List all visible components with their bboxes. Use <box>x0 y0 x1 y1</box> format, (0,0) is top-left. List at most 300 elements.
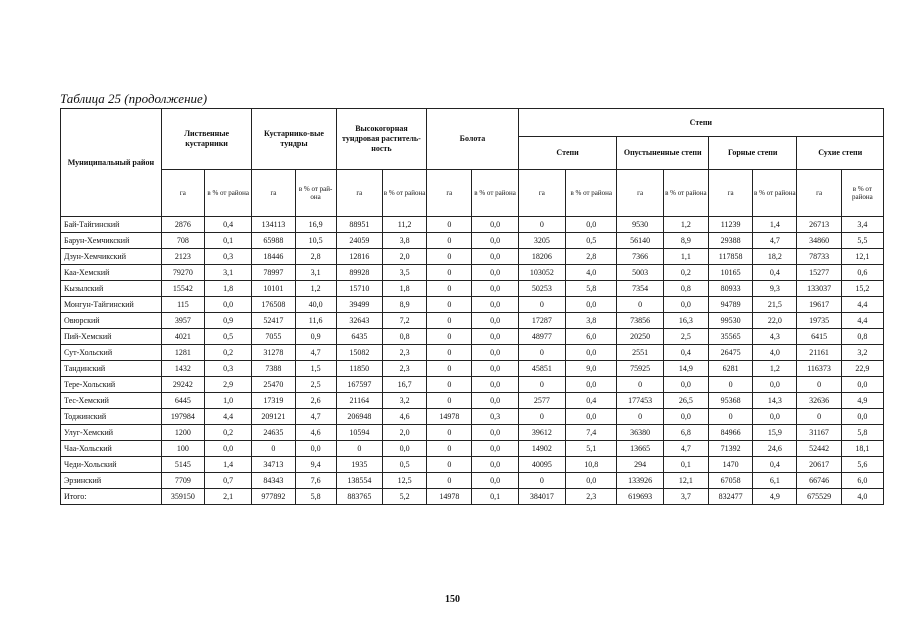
district-name: Овюрский <box>61 313 162 329</box>
percent-cell: 26,5 <box>663 393 708 409</box>
percent-cell: 24,6 <box>753 441 797 457</box>
area-ha-cell: 0 <box>708 377 752 393</box>
area-ha-cell: 0 <box>518 409 565 425</box>
percent-cell: 0,0 <box>753 409 797 425</box>
percent-cell: 12,1 <box>841 249 883 265</box>
percent-cell: 0,0 <box>663 297 708 313</box>
percent-cell: 0,1 <box>472 489 518 505</box>
area-ha-cell: 71392 <box>708 441 752 457</box>
area-ha-cell: 7055 <box>252 329 295 345</box>
district-name: Пий-Хемский <box>61 329 162 345</box>
percent-cell: 8,9 <box>663 233 708 249</box>
area-ha-cell: 0 <box>617 409 663 425</box>
percent-cell: 2,0 <box>382 249 426 265</box>
area-ha-cell: 89928 <box>336 265 382 281</box>
area-ha-cell: 2577 <box>518 393 565 409</box>
area-ha-cell: 209121 <box>252 409 295 425</box>
area-ha-cell: 3957 <box>161 313 204 329</box>
area-ha-cell: 17287 <box>518 313 565 329</box>
percent-cell: 1,1 <box>663 249 708 265</box>
table-row <box>61 377 884 393</box>
area-ha-cell: 133926 <box>617 473 663 489</box>
table-row <box>61 249 884 265</box>
unit-pct: в % от рай-она <box>295 170 336 217</box>
area-ha-cell: 94789 <box>708 297 752 313</box>
area-ha-cell: 10101 <box>252 281 295 297</box>
table-caption: Таблица 25 (продолжение) <box>60 91 208 106</box>
area-ha-cell: 99530 <box>708 313 752 329</box>
area-ha-cell: 977892 <box>252 489 295 505</box>
percent-cell: 1,2 <box>753 361 797 377</box>
area-ha-cell: 294 <box>617 457 663 473</box>
area-ha-cell: 84966 <box>708 425 752 441</box>
area-ha-cell: 0 <box>797 409 841 425</box>
table-row <box>61 409 884 425</box>
area-ha-cell: 832477 <box>708 489 752 505</box>
area-ha-cell: 52442 <box>797 441 841 457</box>
percent-cell: 4,9 <box>841 393 883 409</box>
district-name: Улуг-Хемский <box>61 425 162 441</box>
area-ha-cell: 20617 <box>797 457 841 473</box>
area-ha-cell: 31167 <box>797 425 841 441</box>
area-ha-cell: 6445 <box>161 393 204 409</box>
percent-cell: 0,0 <box>472 297 518 313</box>
percent-cell: 4,4 <box>841 313 883 329</box>
percent-cell: 0,0 <box>472 425 518 441</box>
percent-cell: 0,3 <box>472 409 518 425</box>
percent-cell: 0,8 <box>841 329 883 345</box>
area-ha-cell: 1200 <box>161 425 204 441</box>
area-ha-cell: 32636 <box>797 393 841 409</box>
area-ha-cell: 15082 <box>336 345 382 361</box>
area-ha-cell: 56140 <box>617 233 663 249</box>
area-ha-cell: 15277 <box>797 265 841 281</box>
area-ha-cell: 66746 <box>797 473 841 489</box>
area-ha-cell: 0 <box>617 297 663 313</box>
area-ha-cell: 5003 <box>617 265 663 281</box>
percent-cell: 2,3 <box>566 489 617 505</box>
area-ha-cell: 0 <box>518 217 565 233</box>
table-row <box>61 441 884 457</box>
percent-cell: 0,0 <box>566 297 617 313</box>
percent-cell: 5,2 <box>382 489 426 505</box>
area-ha-cell: 78733 <box>797 249 841 265</box>
area-ha-cell: 206948 <box>336 409 382 425</box>
percent-cell: 2,3 <box>382 345 426 361</box>
percent-cell: 4,0 <box>841 489 883 505</box>
area-ha-cell: 2551 <box>617 345 663 361</box>
percent-cell: 0,2 <box>205 345 252 361</box>
percent-cell: 3,7 <box>663 489 708 505</box>
percent-cell: 0,4 <box>663 345 708 361</box>
percent-cell: 0,9 <box>295 329 336 345</box>
district-name: Дзун-Хемчикский <box>61 249 162 265</box>
percent-cell: 7,4 <box>566 425 617 441</box>
area-ha-cell: 10165 <box>708 265 752 281</box>
area-ha-cell: 3205 <box>518 233 565 249</box>
area-ha-cell: 20250 <box>617 329 663 345</box>
percent-cell: 0,9 <box>205 313 252 329</box>
district-name: Кызылский <box>61 281 162 297</box>
area-ha-cell: 359150 <box>161 489 204 505</box>
unit-ga: га <box>617 170 663 217</box>
unit-ga: га <box>518 170 565 217</box>
area-ha-cell: 29242 <box>161 377 204 393</box>
area-ha-cell: 5145 <box>161 457 204 473</box>
area-ha-cell: 9530 <box>617 217 663 233</box>
table-row <box>61 217 884 233</box>
area-ha-cell: 7366 <box>617 249 663 265</box>
area-ha-cell: 17319 <box>252 393 295 409</box>
percent-cell: 9,0 <box>566 361 617 377</box>
district-name: Чаа-Хольский <box>61 441 162 457</box>
percent-cell: 5,1 <box>566 441 617 457</box>
header-desert-steppes: Опустыненные степи <box>617 137 709 170</box>
percent-cell: 6,1 <box>753 473 797 489</box>
percent-cell: 2,0 <box>382 425 426 441</box>
area-ha-cell: 32643 <box>336 313 382 329</box>
percent-cell: 0,0 <box>472 457 518 473</box>
percent-cell: 16,7 <box>382 377 426 393</box>
district-name: Тоджинский <box>61 409 162 425</box>
area-ha-cell: 0 <box>427 457 472 473</box>
area-ha-cell: 26713 <box>797 217 841 233</box>
unit-ga: га <box>252 170 295 217</box>
area-ha-cell: 7709 <box>161 473 204 489</box>
area-ha-cell: 34713 <box>252 457 295 473</box>
area-ha-cell: 0 <box>427 249 472 265</box>
area-ha-cell: 0 <box>518 377 565 393</box>
area-ha-cell: 14978 <box>427 489 472 505</box>
area-ha-cell: 0 <box>427 329 472 345</box>
percent-cell: 0,0 <box>205 297 252 313</box>
header-shrub-tundra: Кустарнико-вые тундры <box>252 109 336 170</box>
area-ha-cell: 0 <box>427 361 472 377</box>
table-row <box>61 457 884 473</box>
total-row <box>61 489 884 505</box>
area-ha-cell: 0 <box>427 425 472 441</box>
area-ha-cell: 11850 <box>336 361 382 377</box>
percent-cell: 0,4 <box>753 457 797 473</box>
percent-cell: 2,3 <box>382 361 426 377</box>
area-ha-cell: 18206 <box>518 249 565 265</box>
percent-cell: 7,2 <box>382 313 426 329</box>
unit-pct: в % от района <box>472 170 518 217</box>
percent-cell: 0,7 <box>205 473 252 489</box>
table-body <box>61 217 884 505</box>
percent-cell: 6,0 <box>566 329 617 345</box>
district-name: Итого: <box>61 489 162 505</box>
area-ha-cell: 0 <box>427 345 472 361</box>
percent-cell: 22,9 <box>841 361 883 377</box>
district-name: Барун-Хемчикский <box>61 233 162 249</box>
area-ha-cell: 0 <box>427 473 472 489</box>
area-ha-cell: 6435 <box>336 329 382 345</box>
area-ha-cell: 88951 <box>336 217 382 233</box>
area-ha-cell: 39612 <box>518 425 565 441</box>
table-row <box>61 265 884 281</box>
percent-cell: 4,4 <box>205 409 252 425</box>
header-alpine-tundra: Высокогорная тундровая раститель-ность <box>336 109 427 170</box>
header-municipal-district: Муниципальный район <box>61 109 162 217</box>
percent-cell: 1,2 <box>663 217 708 233</box>
area-ha-cell: 48977 <box>518 329 565 345</box>
area-ha-cell: 116373 <box>797 361 841 377</box>
area-ha-cell: 0 <box>427 217 472 233</box>
percent-cell: 0,0 <box>472 313 518 329</box>
percent-cell: 2,6 <box>295 393 336 409</box>
percent-cell: 0,0 <box>472 473 518 489</box>
area-ha-cell: 883765 <box>336 489 382 505</box>
table-row <box>61 425 884 441</box>
vegetation-table <box>60 108 884 505</box>
percent-cell: 40,0 <box>295 297 336 313</box>
percent-cell: 4,0 <box>753 345 797 361</box>
area-ha-cell: 6281 <box>708 361 752 377</box>
area-ha-cell: 1470 <box>708 457 752 473</box>
percent-cell: 0,0 <box>566 473 617 489</box>
percent-cell: 11,6 <box>295 313 336 329</box>
unit-ga: га <box>336 170 382 217</box>
percent-cell: 2,9 <box>205 377 252 393</box>
area-ha-cell: 117858 <box>708 249 752 265</box>
percent-cell: 1,0 <box>205 393 252 409</box>
unit-ga: га <box>427 170 472 217</box>
percent-cell: 3,2 <box>841 345 883 361</box>
percent-cell: 0,0 <box>841 377 883 393</box>
percent-cell: 0,0 <box>841 409 883 425</box>
percent-cell: 4,7 <box>753 233 797 249</box>
area-ha-cell: 197984 <box>161 409 204 425</box>
percent-cell: 5,5 <box>841 233 883 249</box>
area-ha-cell: 177453 <box>617 393 663 409</box>
table-row <box>61 361 884 377</box>
district-name: Эрзинский <box>61 473 162 489</box>
percent-cell: 0,0 <box>566 377 617 393</box>
percent-cell: 4,4 <box>841 297 883 313</box>
percent-cell: 4,0 <box>566 265 617 281</box>
area-ha-cell: 0 <box>427 233 472 249</box>
percent-cell: 0,0 <box>472 441 518 457</box>
area-ha-cell: 80933 <box>708 281 752 297</box>
percent-cell: 1,5 <box>295 361 336 377</box>
percent-cell: 12,5 <box>382 473 426 489</box>
area-ha-cell: 2876 <box>161 217 204 233</box>
area-ha-cell: 0 <box>427 313 472 329</box>
area-ha-cell: 79270 <box>161 265 204 281</box>
percent-cell: 14,9 <box>663 361 708 377</box>
percent-cell: 0,0 <box>472 393 518 409</box>
area-ha-cell: 40095 <box>518 457 565 473</box>
percent-cell: 3,8 <box>566 313 617 329</box>
area-ha-cell: 18446 <box>252 249 295 265</box>
area-ha-cell: 75925 <box>617 361 663 377</box>
percent-cell: 2,5 <box>295 377 336 393</box>
percent-cell: 6,0 <box>841 473 883 489</box>
area-ha-cell: 176508 <box>252 297 295 313</box>
area-ha-cell: 36380 <box>617 425 663 441</box>
area-ha-cell: 65988 <box>252 233 295 249</box>
area-ha-cell: 15710 <box>336 281 382 297</box>
percent-cell: 3,2 <box>382 393 426 409</box>
area-ha-cell: 21164 <box>336 393 382 409</box>
area-ha-cell: 24635 <box>252 425 295 441</box>
percent-cell: 0,0 <box>295 441 336 457</box>
percent-cell: 8,9 <box>382 297 426 313</box>
area-ha-cell: 115 <box>161 297 204 313</box>
header-mountain-steppes: Горные степи <box>708 137 796 170</box>
percent-cell: 2,8 <box>566 249 617 265</box>
percent-cell: 16,9 <box>295 217 336 233</box>
percent-cell: 3,1 <box>295 265 336 281</box>
area-ha-cell: 0 <box>336 441 382 457</box>
area-ha-cell: 4021 <box>161 329 204 345</box>
unit-pct: в % от района <box>841 170 883 217</box>
area-ha-cell: 25470 <box>252 377 295 393</box>
percent-cell: 21,5 <box>753 297 797 313</box>
area-ha-cell: 73856 <box>617 313 663 329</box>
table-row <box>61 313 884 329</box>
percent-cell: 0,5 <box>566 233 617 249</box>
area-ha-cell: 0 <box>518 473 565 489</box>
percent-cell: 11,2 <box>382 217 426 233</box>
area-ha-cell: 6415 <box>797 329 841 345</box>
area-ha-cell: 34860 <box>797 233 841 249</box>
area-ha-cell: 13665 <box>617 441 663 457</box>
percent-cell: 0,4 <box>753 265 797 281</box>
percent-cell: 9,3 <box>753 281 797 297</box>
area-ha-cell: 24059 <box>336 233 382 249</box>
percent-cell: 4,7 <box>295 409 336 425</box>
percent-cell: 0,0 <box>205 441 252 457</box>
percent-cell: 0,0 <box>472 345 518 361</box>
percent-cell: 1,8 <box>382 281 426 297</box>
percent-cell: 4,7 <box>663 441 708 457</box>
unit-ga: га <box>797 170 841 217</box>
percent-cell: 0,2 <box>663 265 708 281</box>
percent-cell: 0,0 <box>382 441 426 457</box>
percent-cell: 4,6 <box>295 425 336 441</box>
percent-cell: 0,0 <box>472 329 518 345</box>
area-ha-cell: 10594 <box>336 425 382 441</box>
percent-cell: 0,3 <box>205 249 252 265</box>
percent-cell: 0,0 <box>753 377 797 393</box>
percent-cell: 18,2 <box>753 249 797 265</box>
unit-ga: га <box>708 170 752 217</box>
area-ha-cell: 45851 <box>518 361 565 377</box>
percent-cell: 0,0 <box>472 377 518 393</box>
percent-cell: 12,1 <box>663 473 708 489</box>
area-ha-cell: 26475 <box>708 345 752 361</box>
percent-cell: 6,8 <box>663 425 708 441</box>
percent-cell: 2,8 <box>295 249 336 265</box>
percent-cell: 0,0 <box>663 409 708 425</box>
percent-cell: 4,6 <box>382 409 426 425</box>
header-dry-steppes: Сухие степи <box>797 137 884 170</box>
percent-cell: 3,4 <box>841 217 883 233</box>
percent-cell: 0,4 <box>205 217 252 233</box>
percent-cell: 0,1 <box>205 233 252 249</box>
percent-cell: 0,2 <box>205 425 252 441</box>
area-ha-cell: 67058 <box>708 473 752 489</box>
percent-cell: 1,8 <box>205 281 252 297</box>
percent-cell: 0,0 <box>472 265 518 281</box>
percent-cell: 0,1 <box>663 457 708 473</box>
percent-cell: 5,8 <box>295 489 336 505</box>
area-ha-cell: 52417 <box>252 313 295 329</box>
area-ha-cell: 35565 <box>708 329 752 345</box>
area-ha-cell: 167597 <box>336 377 382 393</box>
percent-cell: 5,6 <box>841 457 883 473</box>
area-ha-cell: 39499 <box>336 297 382 313</box>
unit-pct: в % от района <box>205 170 252 217</box>
percent-cell: 10,8 <box>566 457 617 473</box>
area-ha-cell: 14978 <box>427 409 472 425</box>
table-row <box>61 393 884 409</box>
unit-pct: в % от района <box>566 170 617 217</box>
percent-cell: 0,4 <box>566 393 617 409</box>
area-ha-cell: 708 <box>161 233 204 249</box>
area-ha-cell: 138554 <box>336 473 382 489</box>
percent-cell: 15,9 <box>753 425 797 441</box>
area-ha-cell: 14902 <box>518 441 565 457</box>
percent-cell: 0,5 <box>382 457 426 473</box>
area-ha-cell: 95368 <box>708 393 752 409</box>
percent-cell: 1,4 <box>753 217 797 233</box>
header-swamps: Болота <box>427 109 519 170</box>
area-ha-cell: 0 <box>427 377 472 393</box>
area-ha-cell: 0 <box>617 377 663 393</box>
percent-cell: 18,1 <box>841 441 883 457</box>
area-ha-cell: 0 <box>427 265 472 281</box>
district-name: Тере-Хольский <box>61 377 162 393</box>
percent-cell: 0,8 <box>663 281 708 297</box>
percent-cell: 2,1 <box>205 489 252 505</box>
area-ha-cell: 0 <box>427 281 472 297</box>
area-ha-cell: 31278 <box>252 345 295 361</box>
percent-cell: 10,5 <box>295 233 336 249</box>
unit-pct: в % от района <box>382 170 426 217</box>
area-ha-cell: 0 <box>708 409 752 425</box>
area-ha-cell: 103052 <box>518 265 565 281</box>
percent-cell: 0,0 <box>472 281 518 297</box>
table-row <box>61 297 884 313</box>
percent-cell: 22,0 <box>753 313 797 329</box>
header-steppes: Степи <box>518 137 617 170</box>
percent-cell: 16,3 <box>663 313 708 329</box>
table-row <box>61 233 884 249</box>
unit-pct: в % от района <box>753 170 797 217</box>
area-ha-cell: 675529 <box>797 489 841 505</box>
percent-cell: 4,9 <box>753 489 797 505</box>
area-ha-cell: 15542 <box>161 281 204 297</box>
area-ha-cell: 0 <box>797 377 841 393</box>
percent-cell: 3,8 <box>382 233 426 249</box>
percent-cell: 5,8 <box>566 281 617 297</box>
percent-cell: 0,5 <box>205 329 252 345</box>
area-ha-cell: 12816 <box>336 249 382 265</box>
percent-cell: 7,6 <box>295 473 336 489</box>
percent-cell: 4,3 <box>753 329 797 345</box>
percent-cell: 1,4 <box>205 457 252 473</box>
district-name: Тандинский <box>61 361 162 377</box>
percent-cell: 0,0 <box>566 217 617 233</box>
percent-cell: 4,7 <box>295 345 336 361</box>
percent-cell: 0,8 <box>382 329 426 345</box>
area-ha-cell: 19735 <box>797 313 841 329</box>
percent-cell: 1,2 <box>295 281 336 297</box>
percent-cell: 0,3 <box>205 361 252 377</box>
